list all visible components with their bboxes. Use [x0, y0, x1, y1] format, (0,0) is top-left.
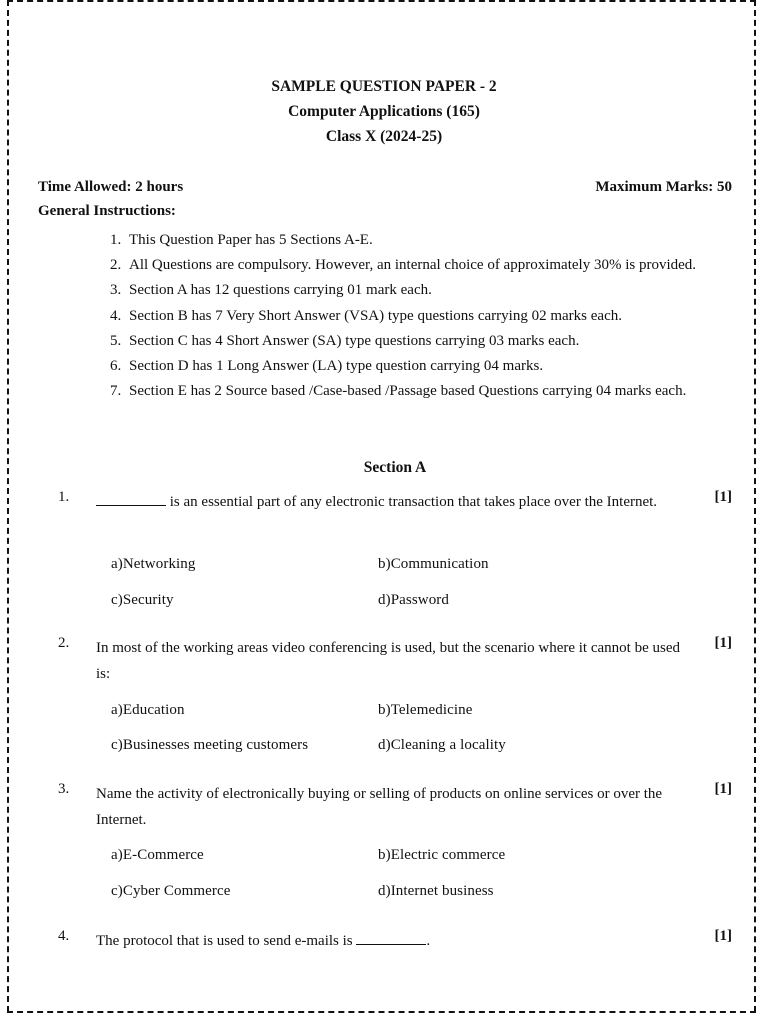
section-a-title: Section A	[363, 459, 427, 476]
page-border-bottom	[7, 1011, 756, 1013]
page-border-left	[7, 0, 9, 1012]
question-text: is an essential part of any electronic transaction that takes place over the Internet.	[96, 489, 692, 515]
paper-title: SAMPLE QUESTION PAPER - 2	[271, 78, 497, 95]
option-c: c)Security	[111, 592, 174, 608]
instruction-item: 3. Section A has 12 questions carrying 01 mark each.	[110, 282, 432, 299]
question-number: 1.	[58, 489, 70, 505]
option-d: d)Password	[378, 592, 449, 608]
option-a: a)E-Commerce	[111, 847, 204, 863]
answer-blank	[96, 493, 166, 506]
answer-blank	[356, 932, 426, 945]
instruction-item: 2. All Questions are compulsory. However, an internal choice of approximately 30% is provided.	[110, 257, 697, 274]
option-c: c)Cyber Commerce	[111, 883, 231, 899]
question-number: 3.	[58, 781, 70, 797]
paper-meta	[38, 176, 732, 224]
option-c: c)Businesses meeting customers	[111, 737, 309, 753]
page-border-right	[754, 0, 756, 1012]
question-number: 2.	[58, 635, 70, 651]
instruction-item: 5. Section C has 4 Short Answer (SA) type questions carrying 03 marks each.	[110, 332, 580, 349]
question-text: The protocol that is used to send e-mails is .	[96, 933, 431, 949]
question-marks: [1]	[714, 635, 732, 651]
instruction-item: 1. This Question Paper has 5 Sections A-E.	[110, 232, 373, 248]
option-d: d)Internet business	[378, 883, 494, 899]
option-d: d)Cleaning a locality	[378, 737, 506, 753]
page-border-top	[7, 0, 756, 2]
instruction-item: 4. Section B has 7 Very Short Answer (VSA) type questions carrying 02 marks each.	[110, 307, 622, 324]
option-a: a)Education	[111, 702, 185, 718]
instruction-item: 6. Section D has 1 Long Answer (LA) type question carrying 04 marks.	[110, 358, 544, 375]
option-b: b)Electric commerce	[378, 847, 506, 863]
question-text: Name the activity of electronically buying or selling of products on online services or over the Internet.	[96, 786, 663, 828]
question-marks: [1]	[714, 489, 732, 505]
question-marks: [1]	[714, 781, 732, 797]
option-b: b)Telemedicine	[378, 702, 473, 718]
paper-subject: Computer Applications (165)	[288, 103, 480, 120]
question-number: 4.	[58, 928, 70, 944]
option-b: b)Communication	[378, 556, 489, 572]
instructions-list	[110, 228, 725, 404]
option-a: a)Networking	[111, 556, 196, 572]
instructions-heading: General Instructions:	[38, 203, 176, 219]
question-marks: [1]	[714, 928, 732, 944]
maximum-marks: Maximum Marks: 50	[595, 179, 732, 195]
paper-header	[0, 74, 768, 149]
question-text: In most of the working areas video conferencing is used, but the scenario where it cannot be used is:	[96, 640, 680, 682]
instruction-item: 7. Section E has 2 Source based /Case-based /Passage based Questions carrying 04 marks each.	[110, 383, 687, 400]
paper-class: Class X (2024-25)	[325, 128, 443, 145]
time-allowed: Time Allowed: 2 hours	[38, 179, 184, 195]
